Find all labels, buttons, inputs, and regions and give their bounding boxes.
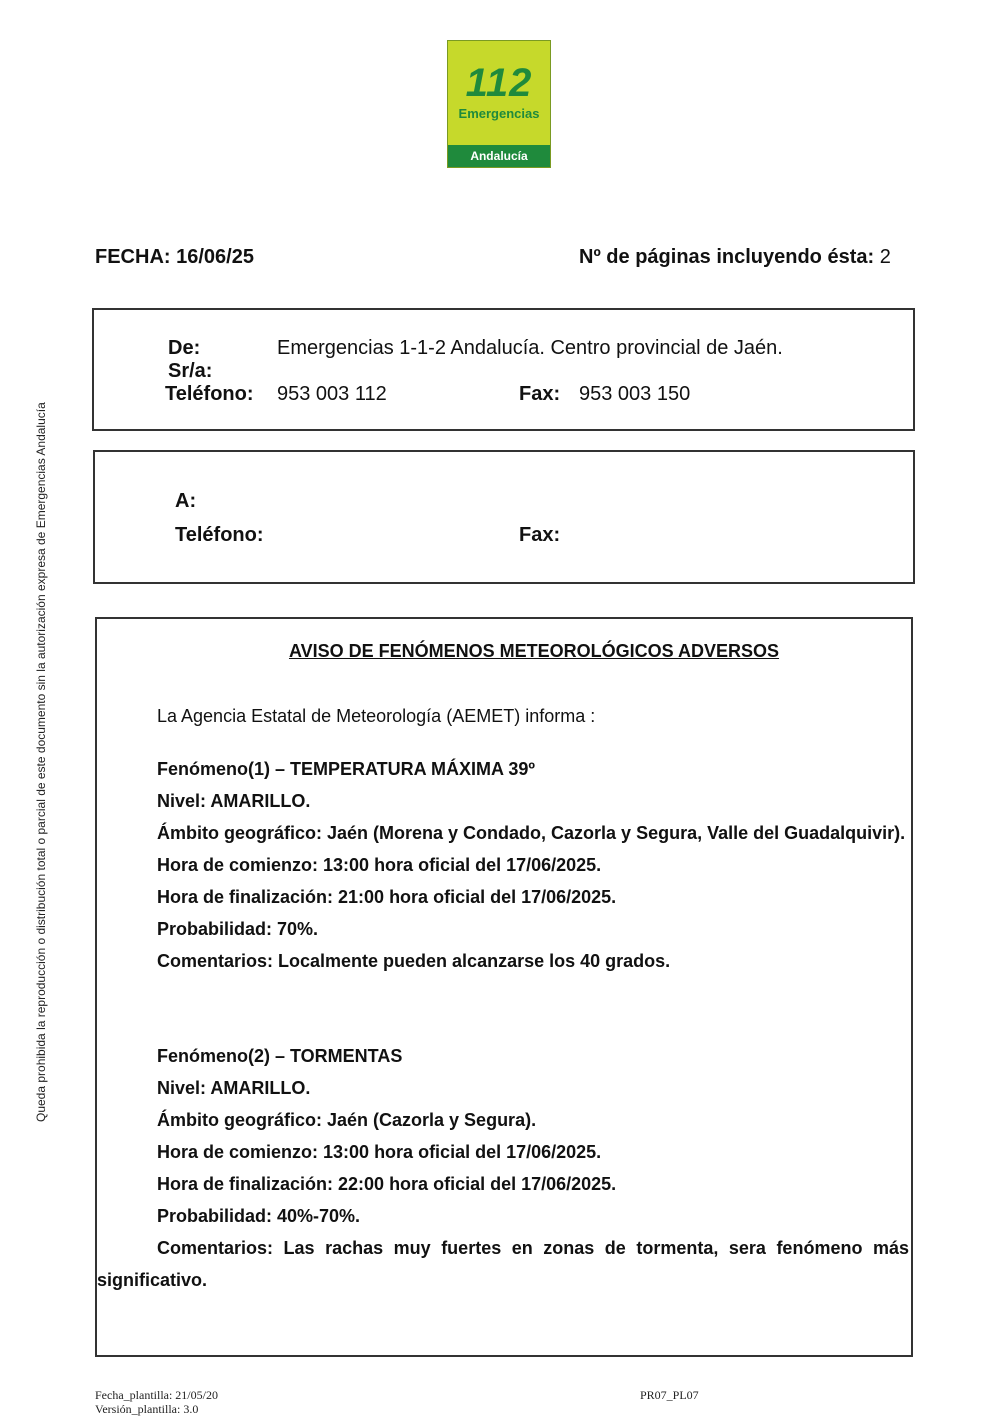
phenomenon-1-ambito: Ámbito geográfico: Jaén (Morena y Condado, Cazorla y Segura, Valle del Guadalquivir). <box>157 823 906 843</box>
notice-title: AVISO DE FENÓMENOS METEOROLÓGICOS ADVERSOS <box>288 641 780 661</box>
phenomenon-1-probabilidad: Probabilidad: 70%. <box>157 919 319 939</box>
recipient-fax-label: Fax: <box>519 524 561 546</box>
phenomenon-2-ambito: Ámbito geográfico: Jaén (Cazorla y Segura). <box>157 1110 537 1130</box>
notice-box <box>95 617 913 1357</box>
pages-line <box>579 246 891 269</box>
phenomenon-1-comentarios: Comentarios: Localmente pueden alcanzarse los 40 grados. <box>157 951 671 971</box>
phenomenon-1-finalizacion: Hora de finalización: 21:00 hora oficial del 17/06/2025. <box>157 887 617 907</box>
sender-fax-value: 953 003 150 <box>579 383 691 405</box>
sender-telefono-label: Teléfono: <box>165 383 254 405</box>
recipient-a-label: A: <box>175 490 197 512</box>
phenomenon-2-finalizacion: Hora de finalización: 22:00 hora oficial del 17/06/2025. <box>157 1174 617 1194</box>
sender-telefono-value: 953 003 112 <box>277 383 387 405</box>
de-value: Emergencias 1-1-2 Andalucía. Centro provincial de Jaén. <box>277 337 783 359</box>
phenomenon-2-comienzo: Hora de comienzo: 13:00 hora oficial del 17/06/2025. <box>157 1142 602 1162</box>
emergencias-112-logo <box>447 40 551 168</box>
recipient-telefono-label: Teléfono: <box>175 524 264 546</box>
footer-fecha-plantilla: Fecha_plantilla: 21/05/20 <box>95 1388 218 1402</box>
logo-emergencias-text: Emergencias <box>458 106 540 121</box>
logo-andalucia-band: Andalucía <box>448 145 550 167</box>
sender-fax-label: Fax: <box>519 383 561 405</box>
phenomenon-1-comienzo: Hora de comienzo: 13:00 hora oficial del 17/06/2025. <box>157 855 602 875</box>
pages-label: Nº de páginas incluyendo ésta: <box>579 246 875 268</box>
sra-label: Sr/a: <box>168 360 213 382</box>
copyright-side-note: Queda prohibida la reproducción o distribución total o parcial de este documento sin la autorización expresa de Emergencias Andalucía <box>34 402 48 1122</box>
footer-version-plantilla: Versión_plantilla: 3.0 <box>95 1402 199 1416</box>
recipient-box <box>93 450 915 584</box>
logo-number: 112 <box>465 61 533 105</box>
phenomenon-2-probabilidad: Probabilidad: 40%-70%. <box>157 1206 361 1226</box>
sender-box <box>92 308 915 431</box>
fecha-line <box>95 246 254 269</box>
de-label: De: <box>168 337 201 359</box>
fecha-label: FECHA: <box>95 246 171 268</box>
footer-code: PR07_PL07 <box>640 1388 699 1402</box>
fecha-value: 16/06/25 <box>176 246 254 268</box>
phenomenon-2 <box>97 1040 913 1296</box>
phenomenon-2-nivel: Nivel: AMARILLO. <box>157 1078 311 1098</box>
phenomenon-1 <box>97 753 913 977</box>
phenomenon-2-name: Fenómeno(2) – TORMENTAS <box>157 1046 403 1066</box>
phenomenon-1-name: Fenómeno(1) – TEMPERATURA MÁXIMA 39º <box>157 759 535 779</box>
phenomenon-2-comentarios: Comentarios: Las rachas muy fuertes en zonas de tormenta, sera fenómeno más significativo. <box>97 1238 909 1290</box>
phenomenon-1-nivel: Nivel: AMARILLO. <box>157 791 311 811</box>
footer-template-info <box>95 1388 218 1416</box>
pages-value: 2 <box>879 246 891 268</box>
notice-intro: La Agencia Estatal de Meteorología (AEMET) informa : <box>157 706 596 726</box>
